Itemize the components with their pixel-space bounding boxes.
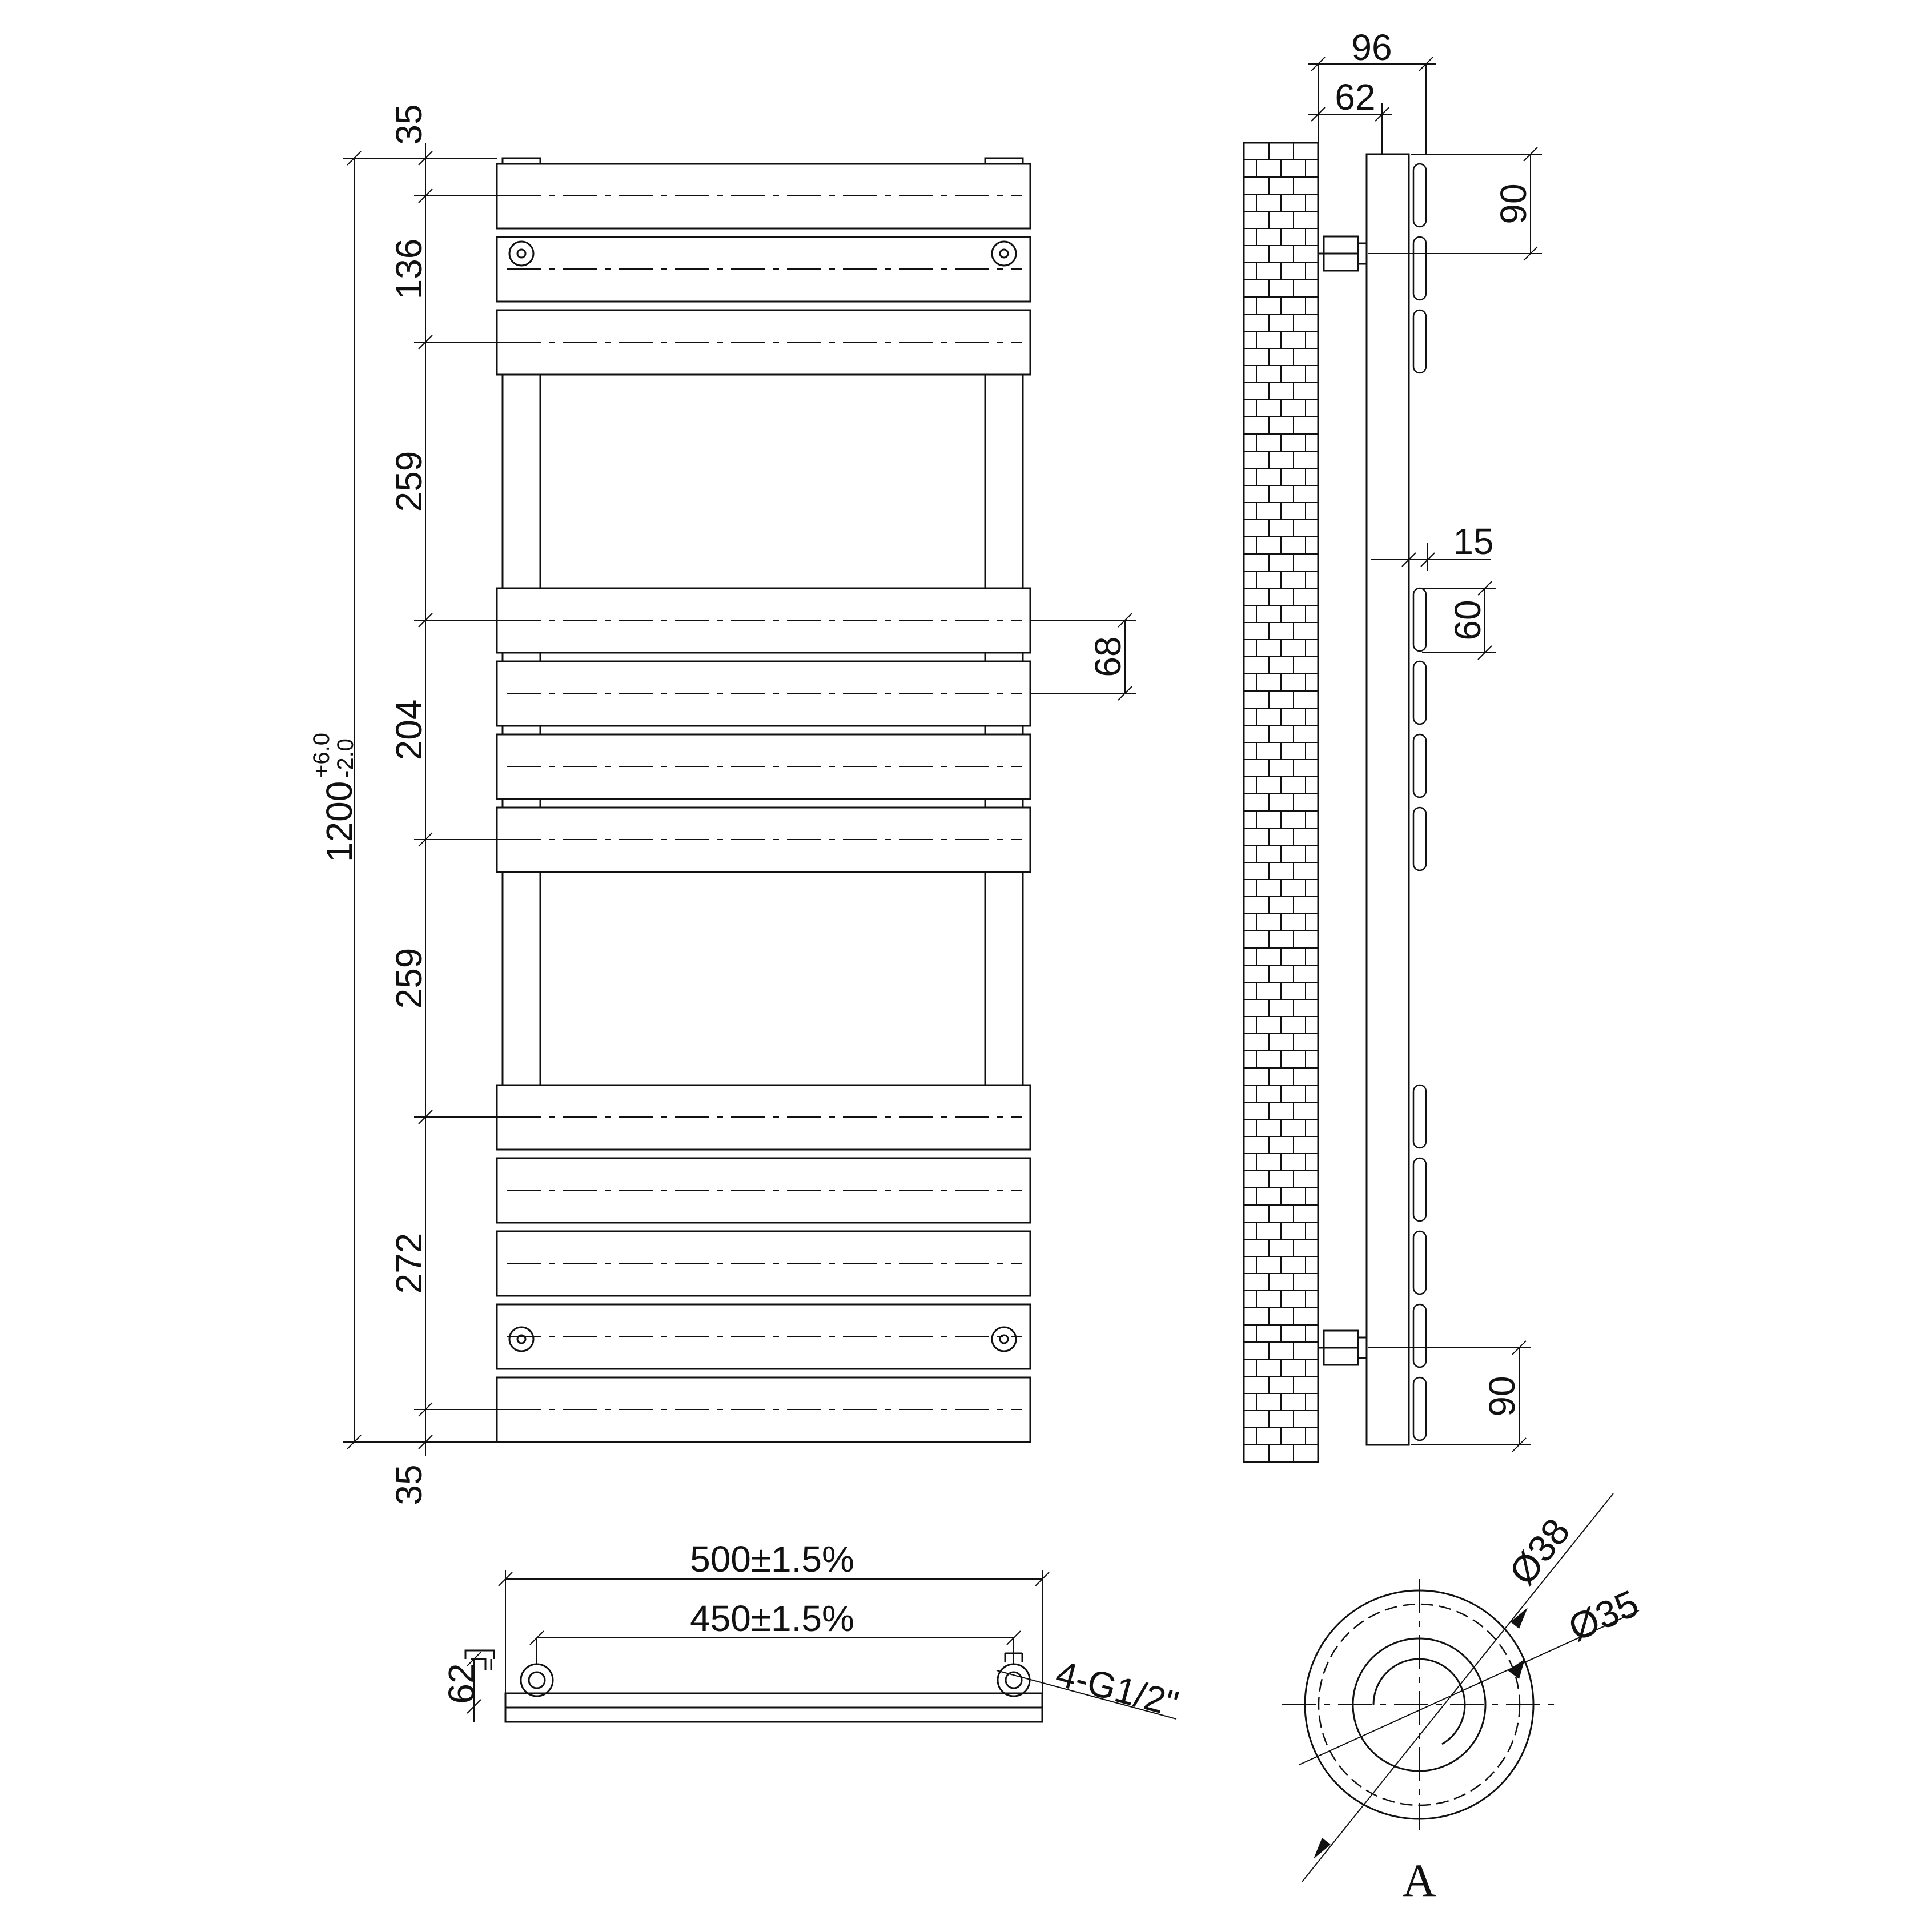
side-bar-profile-12 [1413,1377,1426,1440]
side-bar-profile-1 [1413,164,1426,227]
dim-middle-group: 204 [388,699,429,761]
dim-bar-pitch: 68 [1087,636,1128,677]
front-pitch-dimension [1030,613,1136,700]
right-vertical-tube [985,365,1023,1091]
dim-top-margin: 35 [388,104,429,145]
dim-bar-thickness: 15 [1453,521,1494,562]
side-bar-profile-6 [1413,734,1426,797]
dim-overall-width: 500±1.5% [690,1539,854,1580]
front-vertical-tubes [503,365,1023,1091]
connections-spec: 4-G1/2" [1051,1652,1183,1725]
overall-height-plus-tolerance: +6.0 [309,733,334,778]
side-bar-profile-3 [1413,310,1426,373]
front-view [309,104,1136,1505]
side-view [1244,27,1542,1462]
side-bar-profile-7 [1413,808,1426,870]
side-vertical-tube [1367,154,1409,1445]
dim-upper-gap: 259 [388,451,429,512]
side-wall-brackets [1318,236,1367,1365]
dim-top-connection: 90 [1493,183,1534,224]
overall-height-minus-tolerance: -2.0 [333,738,358,778]
brick-wall-icon [1244,143,1318,1462]
view-label-a: A [1402,1854,1436,1906]
inner-diameter-label: Ø35 [1562,1581,1645,1649]
side-bar-profile-9 [1413,1158,1426,1221]
dim-lower-gap: 259 [388,947,429,1009]
dim-bar-height: 60 [1447,600,1488,641]
dim-wall-offset: 62 [1335,77,1376,118]
plan-valve-right-icon [998,1664,1030,1696]
plan-view [441,1539,1183,1725]
left-vertical-tube [503,365,540,1091]
side-bar-profile-11 [1413,1304,1426,1367]
dim-total-depth: 96 [1351,27,1392,68]
dim-upper-group: 136 [388,238,429,300]
front-dimension-chain [388,104,507,1505]
outer-diameter-label: Ø38 [1500,1510,1578,1593]
dim-bottom-margin: 35 [388,1464,429,1505]
plan-valve-left-icon [521,1664,553,1696]
dim-centers-width: 450±1.5% [690,1598,854,1639]
dim-bottom-connection: 90 [1481,1376,1523,1417]
detail-a [1282,1493,1645,1906]
side-bar-profile-4 [1413,588,1426,651]
side-depth-dimensions [1308,27,1436,154]
dim-plan-depth: 62 [441,1663,482,1704]
side-bar-height-dimension [1422,581,1496,660]
side-bar-profile-5 [1413,661,1426,724]
side-bar-profile-2 [1413,237,1426,300]
front-centerlines [507,196,1022,1409]
dim-lower-group: 272 [388,1232,429,1294]
side-bar-profiles [1413,164,1426,1440]
overall-height-nominal: 1200 [319,781,360,862]
front-horizontal-bars [497,164,1030,1442]
side-bar-profile-8 [1413,1085,1426,1148]
side-bar-profile-10 [1413,1231,1426,1294]
